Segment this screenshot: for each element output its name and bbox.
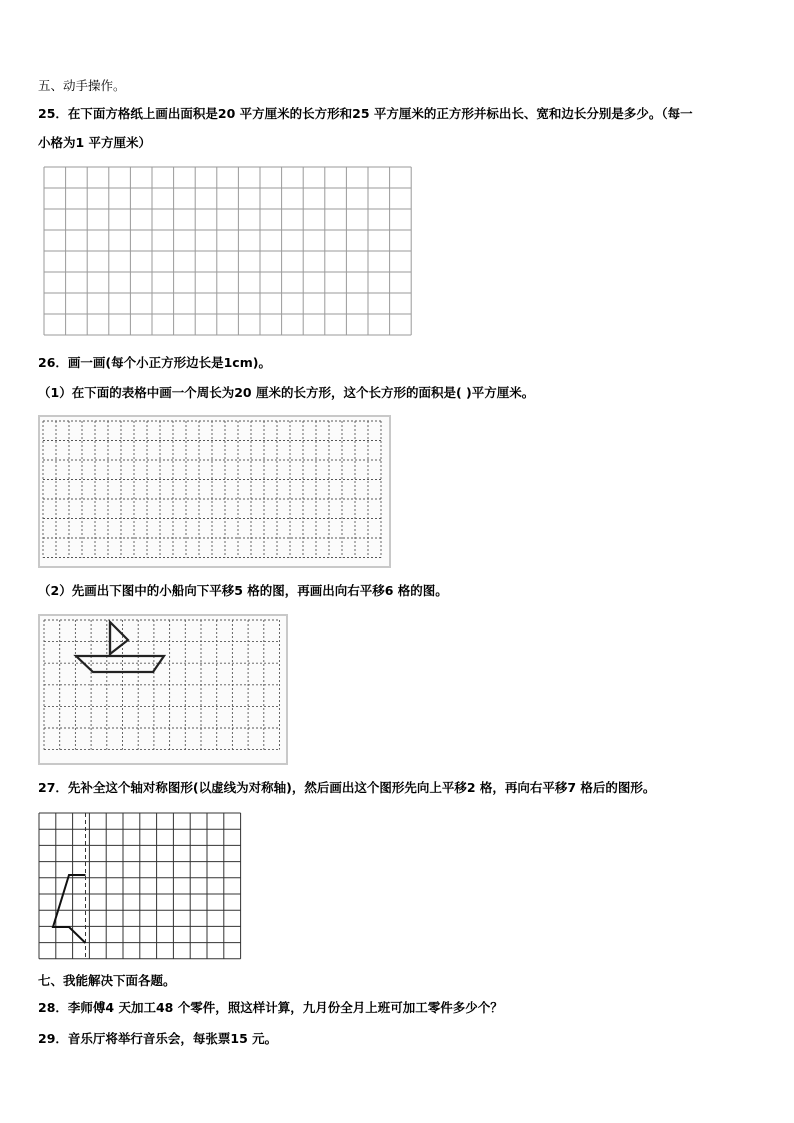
section-5-heading: 五、动手操作。 [38,78,126,93]
question-26-title: 26．画一画(每个小正方形边长是1cm)。 [38,355,271,370]
question-28-text: 28．李师傅4 天加工48 个零件，照这样计算，九月份全月上班可加工零件多少个？ [38,1000,503,1015]
grid-frame [39,416,391,568]
section-7-heading: 七、我能解决下面各题。 [38,973,176,988]
question-25-line-2: 小格为1 平方厘米） [38,135,152,150]
question-26-part-1: （1）在下面的表格中画一个周长为20 厘米的长方形，这个长方形的面积是( )平方厘米。 [38,385,535,400]
half-figure [53,875,86,943]
grid-27-symmetry[interactable] [38,812,244,960]
dotted-grid-26-2-boat[interactable] [38,614,288,765]
question-26-part-2: （2）先画出下图中的小船向下平移5 格的图，再画出向右平移6 格的图。 [38,583,448,598]
question-27-text: 27．先补全这个轴对称图形(以虚线为对称轴)，然后画出这个图形先向上平移2 格，再向右平移7 格后的图形。 [38,780,656,795]
grid-paper-25[interactable] [43,166,413,338]
question-29-text: 29．音乐厅将举行音乐会，每张票15 元。 [38,1031,278,1046]
question-25-line-1: 25．在下面方格纸上画出面积是20 平方厘米的长方形和25 平方厘米的正方形并标出长、宽和边长分别是多少。（每一 [38,106,693,121]
dotted-grid-26-1[interactable] [38,415,391,568]
